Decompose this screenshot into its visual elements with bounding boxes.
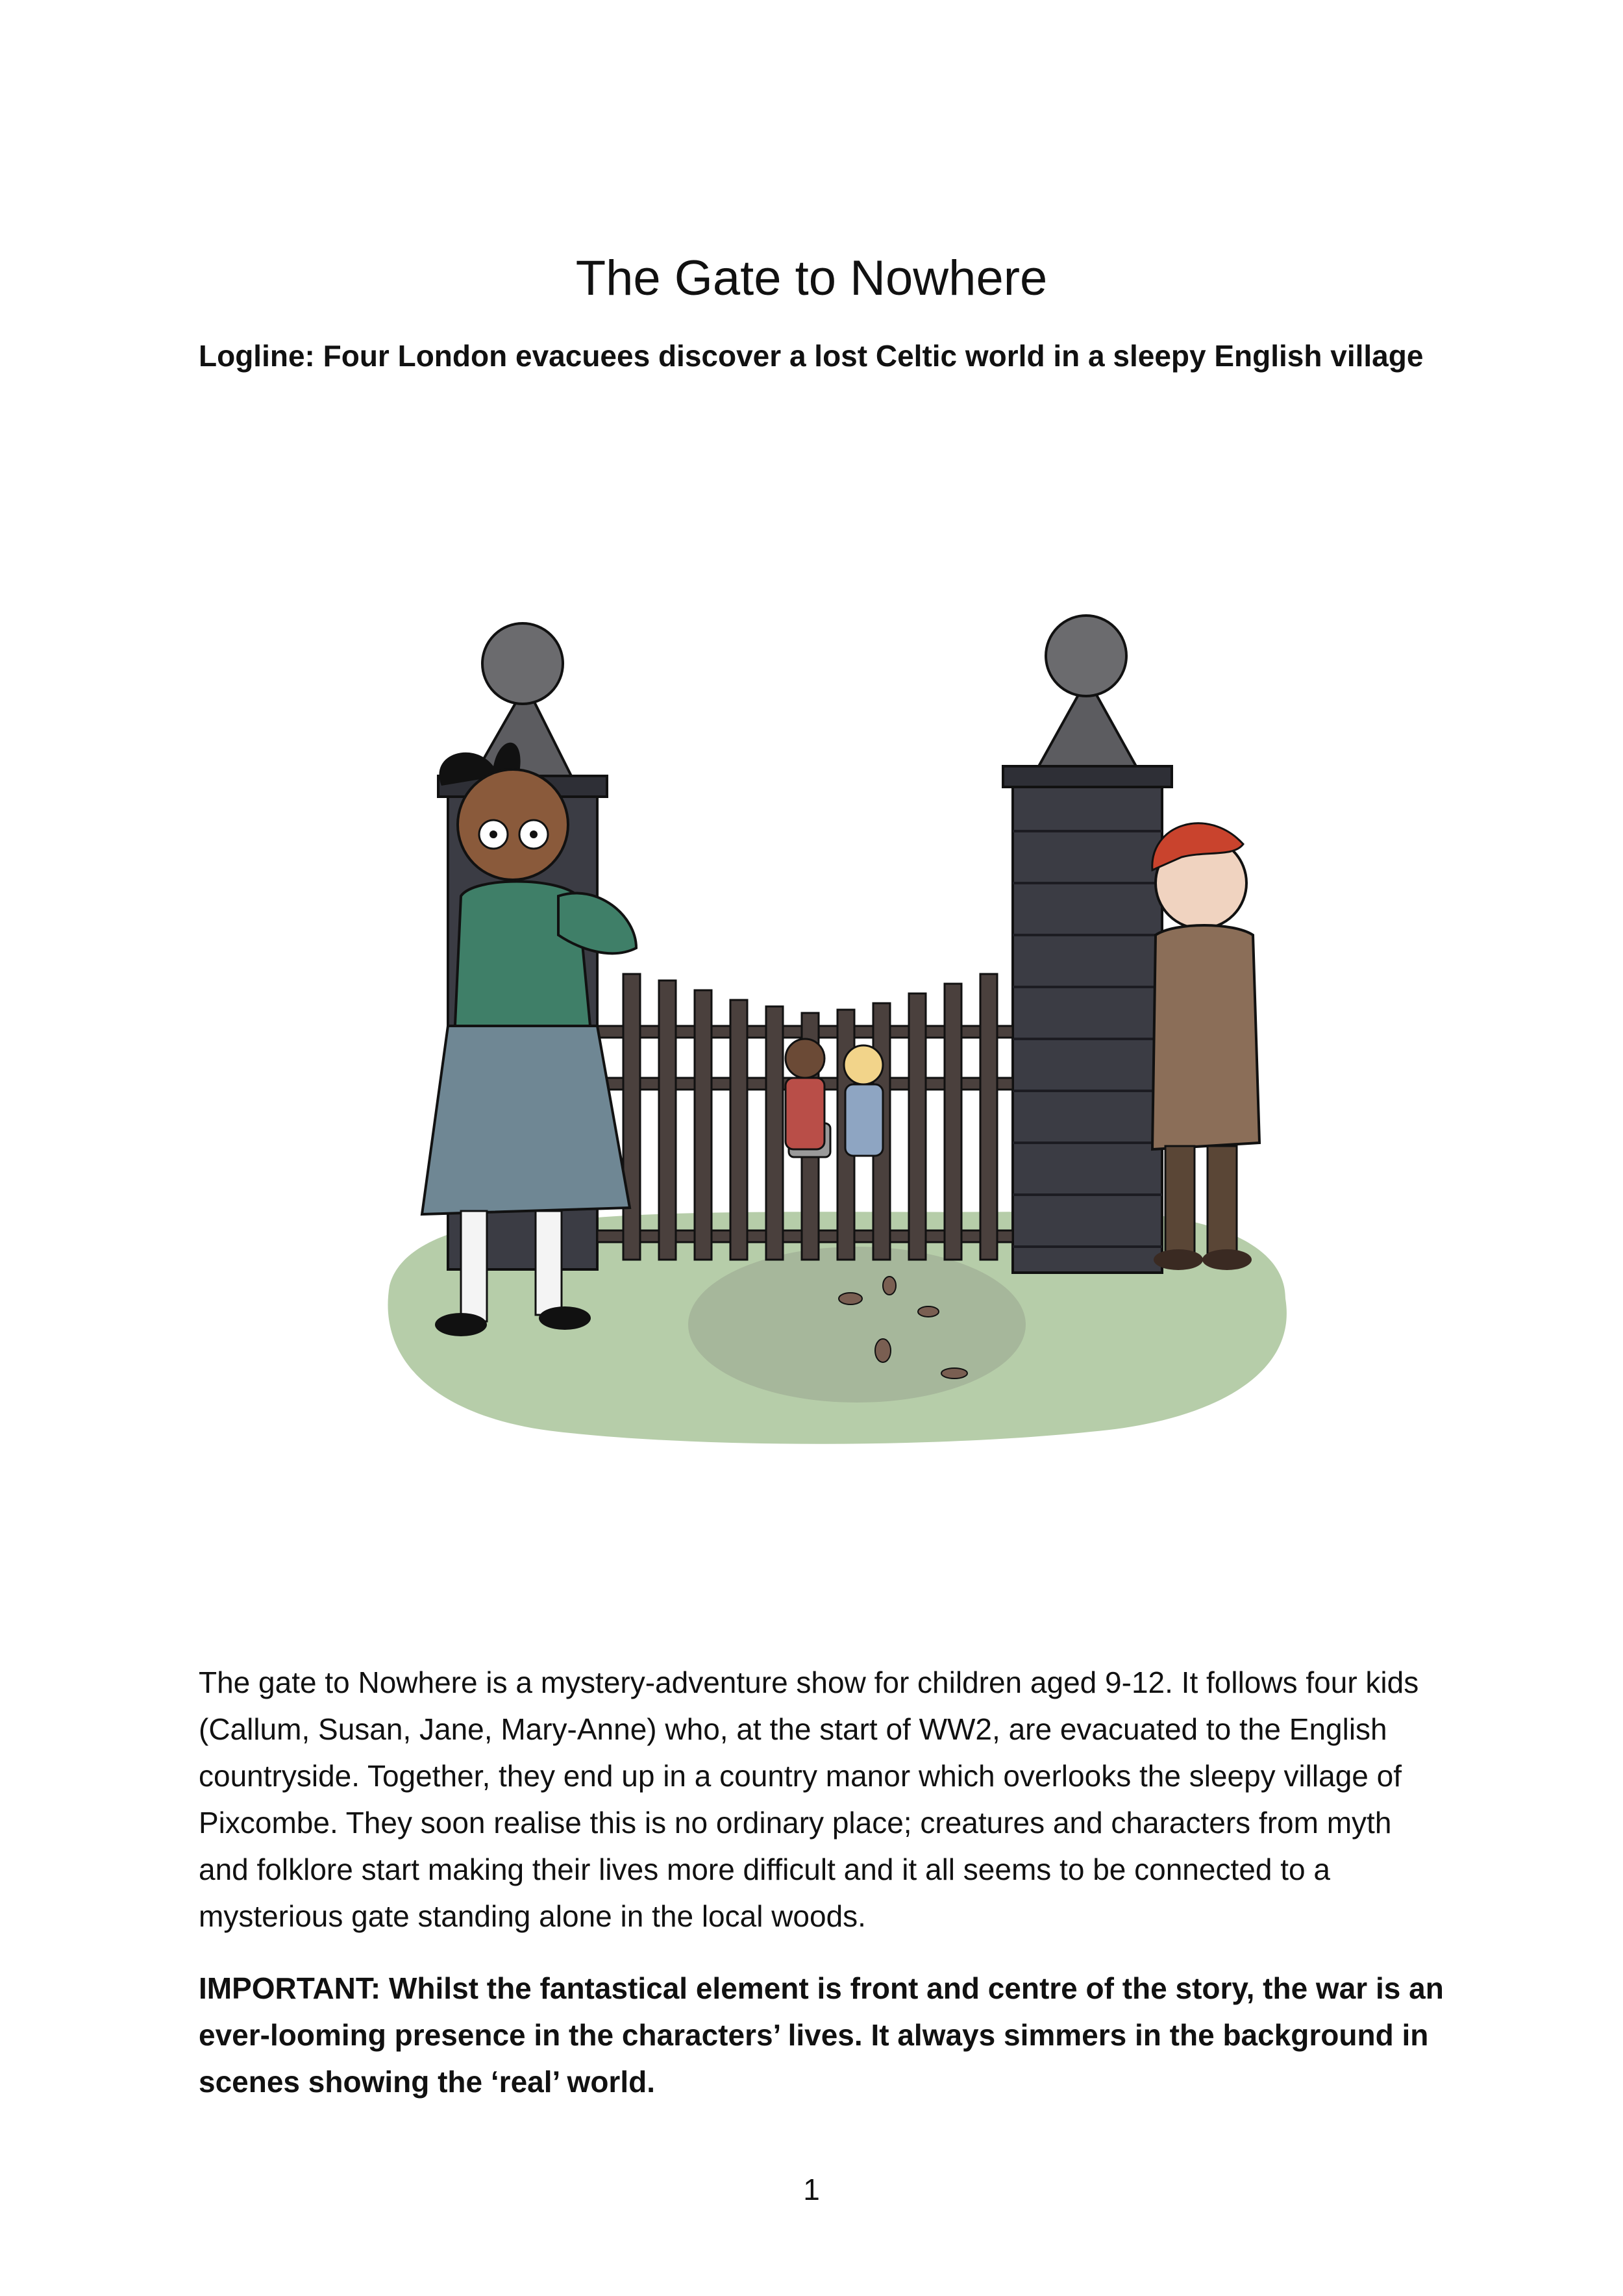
page-title: The Gate to Nowhere	[575, 251, 1048, 306]
logline: Logline: Four London evacuees discover a lost Celtic world in a sleepy English village	[199, 339, 1424, 373]
synopsis-paragraph: The gate to Nowhere is a mystery-adventure show for children aged 9-12. It follows four kids (Callum, Susan, Jane, Mary-Anne) who, at the start of WW2, are evacuated to the English countryside. Together, they end up in a country manor which overlooks the sleepy village of Pixcombe. They soon realise this is no ordinary place; creatures and characters from myth and folklore start making their lives more difficult and it all seems to be connected to a mysterious gate standing alone in the local woods.	[199, 1666, 1419, 1933]
page-number: 1	[803, 2173, 820, 2206]
gate-illustration	[364, 610, 1311, 1545]
left-finial-ball	[482, 623, 563, 704]
important-note: IMPORTANT: Whilst the fantastical element is front and centre of the story, the war is an ever-looming presence in the characters’ lives. It always simmers in the background in scenes showing the ‘real’ world.	[199, 1971, 1444, 2099]
right-finial-ball	[1046, 616, 1126, 696]
right-pillar	[1003, 616, 1172, 1273]
boy-in-trench-coat	[1152, 823, 1259, 1270]
children-behind-gate	[786, 1039, 883, 1156]
